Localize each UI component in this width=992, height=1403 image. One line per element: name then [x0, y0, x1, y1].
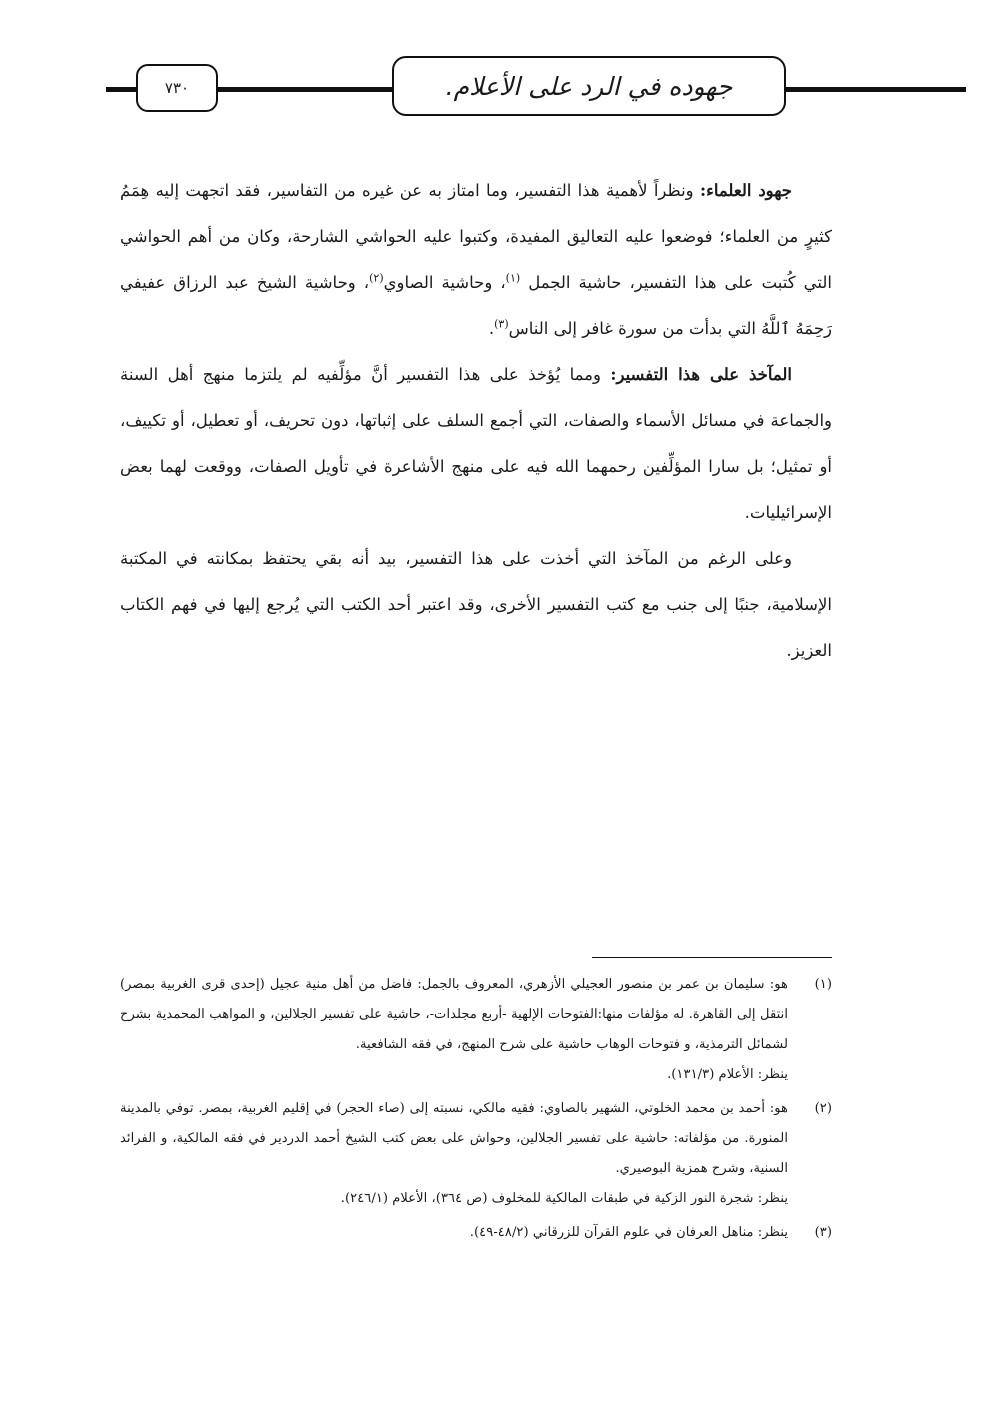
paragraph-criticisms — [120, 352, 832, 536]
running-title: جهوده في الرد على الأعلام. — [392, 56, 786, 116]
footnote-number: (١) — [814, 977, 832, 992]
footnote-ref-2[interactable]: (٢) — [369, 271, 384, 285]
paragraph-scholars-efforts — [120, 168, 832, 352]
paragraph-text: . — [488, 319, 495, 338]
footnote-text: ينظر: مناهل العرفان في علوم القرآن للزرقاني (٤٨/٢-٤٩). — [469, 1225, 788, 1240]
paragraph-text: ونظراً لأهمية هذا التفسير، وما امتاز به عن غيره من التفاسير، فقد اتجهت إليه هِمَمُ كثيرٍ من العلماء؛ فوضعوا عليه التعاليق المفيدة، وكتبوا عليه الحواشي الشارحة، وكان من أهم الحواشي التي كُتبت على هذا التفسير، حاشية الجمل — [120, 181, 832, 292]
footnote-text: هو: أحمد بن محمد الخلوتي، الشهير بالصاوي: فقيه مالكي، نسبته إلى (صاء الحجر) في إقليم الغربية، بمصر. توفي بالمدينة المنورة. من مؤلفاته: حاشية على تفسير الجلالين، وحواش على بعض كتب الشيخ أحمد الدردير في فقه المالكية، و الفرائد السنية، وشرح همزية البوصيري. — [120, 1101, 788, 1176]
footnote-ref-3[interactable]: (٣) — [494, 317, 509, 331]
footnote-source: ينظر: شجرة النور الزكية في طبقات المالكية للمخلوف (ص ٣٦٤)، الأعلام (٢٤٦/١). — [340, 1191, 788, 1206]
footnote-separator — [592, 957, 832, 958]
footnote-2 — [120, 1094, 832, 1214]
paragraph-text: وعلى الرغم من المآخذ التي أخذت على هذا التفسير، بيد أنه بقي يحتفظ بمكانته في المكتبة الإسلامية، جنبًا إلى جنب مع كتب التفسير الأخرى، وقد اعتبر أحد الكتب التي يُرجع إليها في فهم الكتاب العزيز. — [120, 549, 832, 660]
paragraph-conclusion — [120, 536, 832, 674]
page-number: ٧٣٠ — [136, 64, 218, 112]
section-heading-scholars-efforts: جهود العلماء: — [700, 181, 792, 200]
footnote-text: هو: سليمان بن عمر بن منصور العجيلي الأزهري، المعروف بالجمل: فاضل من أهل منية عجيل (إحدى قرى الغربية بمصر) انتقل إلى القاهرة. له مؤلفات منها:الفتوحات الإلهية -أربع مجلدات-، حاشية على تفسير الجلالين، و المواهب المحمدية بشرح لشمائل الترمذية، و فتوحات الوهاب حاشية على شرح المنهج، في فقه الشافعية. — [120, 977, 788, 1052]
footnote-number: (٣) — [814, 1225, 832, 1240]
footnote-number: (٢) — [814, 1101, 832, 1116]
paragraph-text: ، وحاشية الشيخ عبد الرزاق عفيفي رَحِمَهُ ٱللَّهُ التي بدأت من سورة غافر إلى الناس — [120, 273, 832, 338]
section-heading-criticisms: المآخذ على هذا التفسير: — [610, 365, 792, 384]
footnote-3 — [120, 1218, 832, 1248]
paragraph-text: ، وحاشية الصاوي — [383, 273, 506, 292]
footnote-1 — [120, 970, 832, 1090]
main-text — [120, 168, 832, 674]
footnotes — [120, 970, 832, 1252]
footnote-ref-1[interactable]: (١) — [505, 271, 521, 285]
footnote-source: ينظر: الأعلام (١٣١/٣). — [667, 1067, 788, 1082]
paragraph-text: ومما يُؤخذ على هذا التفسير أنَّ مؤلِّفيه لم يلتزما منهج أهل السنة والجماعة في مسائل الأسماء والصفات، التي أجمع السلف على إثباتها، دون تحريف، أو تعطيل، أو تكييف، أو تمثيل؛ بل سارا المؤلِّفين رحمهما الله فيه على منهج الأشاعرة في تأويل الصفات، ووقعت لهما بعض الإسرائيليات. — [120, 365, 832, 522]
